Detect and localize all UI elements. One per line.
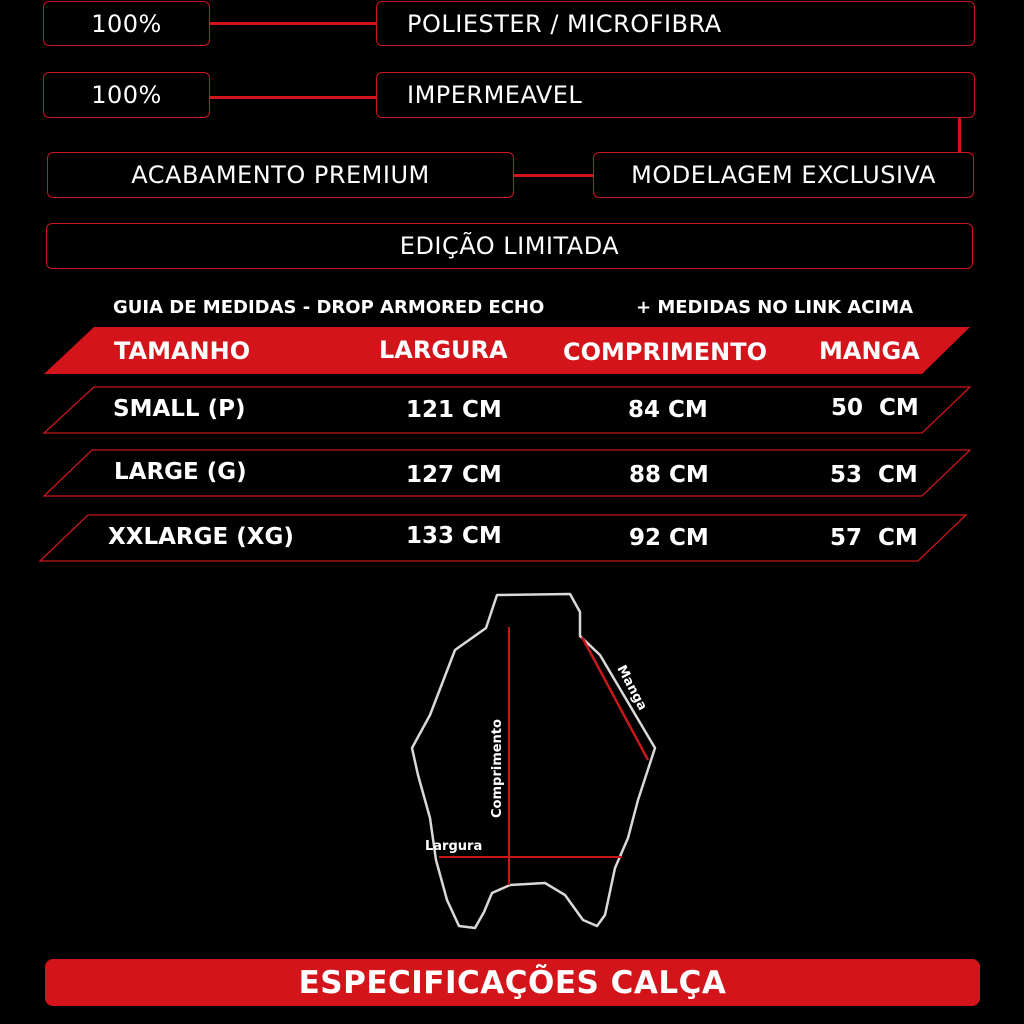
row-width-large: 127 CM (406, 462, 502, 488)
spec-percent-2: 100% (91, 81, 162, 109)
feature-finish: ACABAMENTO PREMIUM (131, 161, 430, 189)
size-guide-title: GUIA DE MEDIDAS - DROP ARMORED ECHO (113, 297, 545, 318)
row-size-small: SMALL (P) (113, 396, 246, 422)
feature-model: MODELAGEM EXCLUSIVA (631, 161, 936, 189)
row-size-xxlarge: XXLARGE (XG) (108, 524, 294, 550)
length-label: Comprimento (490, 719, 505, 818)
row-width-small: 121 CM (406, 397, 502, 423)
row-sleeve-large: 53 CM (830, 462, 918, 488)
footer-banner (45, 959, 980, 1006)
garment-outline (412, 594, 655, 928)
row-sleeve-small: 50 CM (831, 395, 919, 421)
row-width-xxlarge: 133 CM (406, 523, 502, 549)
spec-material-2: IMPERMEAVEL (407, 81, 583, 109)
garment-diagram (400, 585, 670, 945)
spec-material-1: POLIESTER / MICROFIBRA (407, 9, 722, 38)
sleeve-label: Manga (613, 662, 650, 714)
header-length: COMPRIMENTO (563, 338, 768, 366)
header-sleeve: MANGA (819, 337, 920, 365)
row-length-xxlarge: 92 CM (629, 525, 709, 551)
width-label: Largura (425, 839, 483, 854)
header-size: TAMANHO (114, 337, 251, 365)
spec-percent-1: 100% (91, 9, 162, 38)
footer-label: ESPECIFICAÇÕES CALÇA (298, 964, 727, 1001)
header-width: LARGURA (379, 336, 508, 364)
feature-edition: EDIÇÃO LIMITADA (399, 232, 620, 260)
row-length-small: 84 CM (628, 397, 708, 423)
row-size-large: LARGE (G) (114, 459, 247, 485)
row-sleeve-xxlarge: 57 CM (830, 525, 918, 551)
row-length-large: 88 CM (629, 462, 709, 488)
size-guide-link-note: + MEDIDAS NO LINK ACIMA (636, 297, 914, 318)
